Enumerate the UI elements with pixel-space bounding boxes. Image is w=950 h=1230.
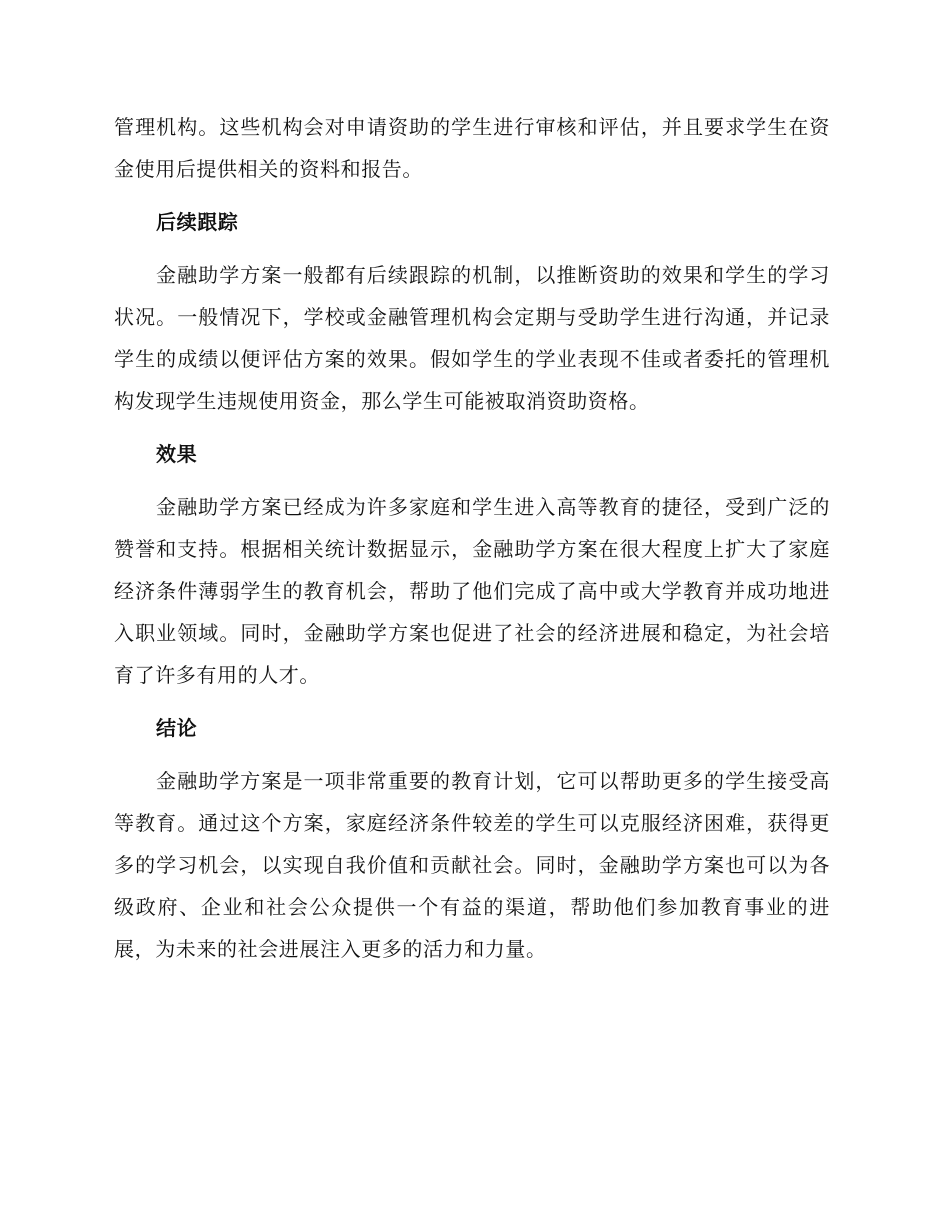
section-heading-conclusion: 结论	[156, 716, 198, 740]
section-effect	[114, 433, 830, 696]
section-follow-up	[114, 201, 830, 422]
intro-paragraph: 管理机构。这些机构会对申请资助的学生进行审核和评估，并且要求学生在资金使用后提供相关的资料和报告。	[114, 115, 830, 181]
document-page	[114, 106, 830, 970]
section-conclusion	[114, 707, 830, 970]
section-paragraph-effect: 金融助学方案已经成为许多家庭和学生进入高等教育的捷径，受到广泛的赞誉和支持。根据相关统计数据显示，金融助学方案在很大程度上扩大了家庭经济条件薄弱学生的教育机会，帮助了他们完成了高中或大学教育并成功地进入职业领域。同时，金融助学方案也促进了社会的经济进展和稳定，为社会培育了许多有用的人才。	[114, 495, 830, 687]
section-paragraph-conclusion: 金融助学方案是一项非常重要的教育计划，它可以帮助更多的学生接受高等教育。通过这个方案，家庭经济条件较差的学生可以克服经济困难，获得更多的学习机会，以实现自我价值和贡献社会。同时，金融助学方案也可以为各级政府、企业和社会公众提供一个有益的渠道，帮助他们参加教育事业的进展，为未来的社会进展注入更多的活力和力量。	[114, 769, 830, 961]
section-heading-follow-up: 后续跟踪	[156, 210, 239, 234]
section-heading-effect: 效果	[156, 442, 198, 466]
section-paragraph-follow-up: 金融助学方案一般都有后续跟踪的机制，以推断资助的效果和学生的学习状况。一般情况下，学校或金融管理机构会定期与受助学生进行沟通，并记录学生的成绩以便评估方案的效果。假如学生的学业表现不佳或者委托的管理机构发现学生违规使用资金，那么学生可能被取消资助资格。	[114, 263, 830, 413]
